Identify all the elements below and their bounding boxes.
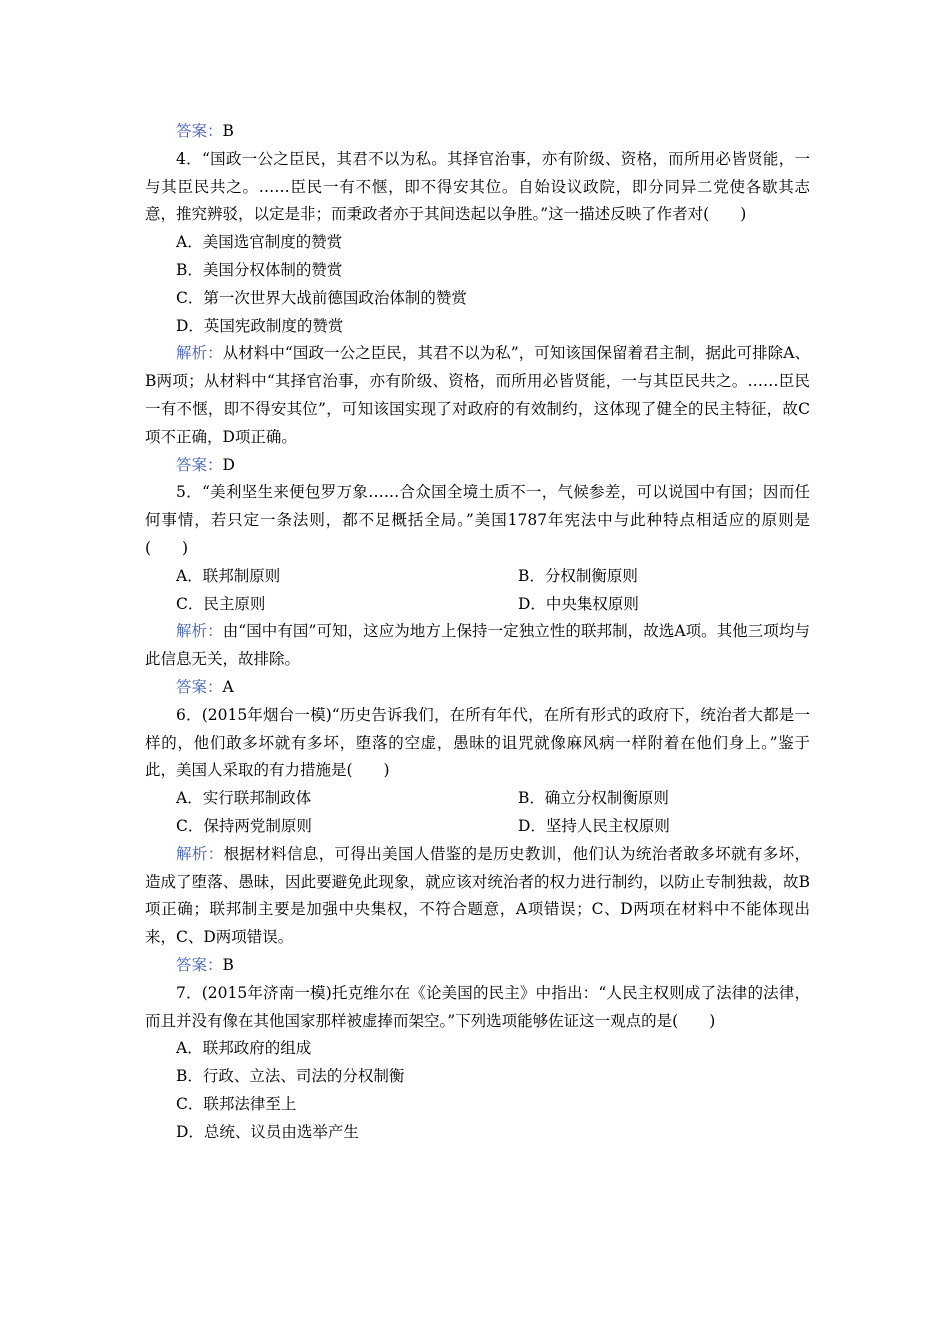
q4-option-c: C．第一次世界大战前德国政治体制的赞赏 — [176, 288, 467, 307]
answer-value: B — [222, 955, 234, 974]
q5-option-a: A．联邦制原则 — [176, 566, 281, 585]
analysis-text: 由“国中有国”可知，这应为地方上保持一定独立性的联邦制，故选A项。其他三项均与此信息无关，故排除。 — [145, 622, 810, 669]
q6-option-a: A．实行联邦制政体 — [176, 789, 312, 808]
q5-options-row-1 — [145, 563, 810, 591]
q4-option-a: A．美国选官制度的赞赏 — [176, 233, 343, 252]
q6-analysis — [145, 841, 810, 952]
answer-value: D — [222, 455, 235, 474]
q5-options-row-2 — [145, 591, 810, 619]
q6-answer — [145, 952, 810, 980]
q7-option-b: B．行政、立法、司法的分权制衡 — [176, 1067, 405, 1086]
q6-options-row-1 — [145, 785, 810, 813]
q6-options-row-2 — [145, 813, 810, 841]
q7-option-a: A．联邦政府的组成 — [176, 1039, 312, 1058]
answer-value: B — [222, 122, 234, 140]
analysis-text: 根据材料信息，可得出美国人借鉴的是历史教训，他们认为统治者敢多坏就有多坏，造成了堕落、愚昧，因此要避免此现象，就应该对统治者的权力进行制约，以防止专制独裁，故B项正确；联邦制主要是加强中央集权，不符合题意，A项错误；C、D两项在材料中不能体现出来，C、D两项错误。 — [145, 844, 810, 947]
q5-analysis — [145, 618, 810, 674]
q5-option-c: C．民主原则 — [176, 594, 266, 613]
analysis-label: 解析： — [176, 622, 223, 641]
q4-option-b: B．美国分权体制的赞赏 — [176, 260, 343, 279]
q7-option-d: D．总统、议员由选举产生 — [176, 1122, 359, 1141]
q5-option-d: D．中央集权原则 — [518, 594, 639, 613]
q4-answer — [145, 452, 810, 480]
q7-option-c: C．联邦法律至上 — [176, 1094, 297, 1113]
answer-value: A — [222, 677, 234, 696]
question-6-stem: 6．(2015年烟台一模)“历史告诉我们，在所有年代，在所有形式的政府下，统治者大都是一样的，他们敢多坏就有多坏，堕落的空虚，愚昧的诅咒就像麻风病一样附着在他们身上。”鉴于此，美国人采取的有力措施是( ) — [145, 705, 810, 780]
q4-option-d: D．英国宪政制度的赞赏 — [176, 316, 344, 335]
answer-q3 — [145, 118, 810, 146]
answer-label: 答案： — [176, 955, 223, 974]
q6-option-d: D．坚持人民主权原则 — [518, 816, 670, 835]
answer-label: 答案： — [176, 122, 223, 140]
answer-label: 答案： — [176, 455, 223, 474]
analysis-label: 解析： — [176, 344, 223, 363]
analysis-label: 解析： — [176, 844, 224, 863]
document-page — [145, 118, 810, 1146]
q5-option-b: B．分权制衡原则 — [518, 566, 638, 585]
analysis-text: 从材料中“国政一公之臣民，其君不以为私”，可知该国保留着君主制，据此可排除A、B两项；从材料中“其择官治事，亦有阶级、资格，而所用必皆贤能，一与其臣民共之。……臣民一有不惬，即不得安其位”，可知该国实现了对政府的有效制约，这体现了健全的民主特征，故C项不正确，D项正确。 — [145, 344, 810, 446]
question-4-stem: 4．“国政一公之臣民，其君不以为私。其择官治事，亦有阶级、资格，而所用必皆贤能，一与其臣民共之。……臣民一有不惬，即不得安其位。自始设议政院，即分同异二党使各歇其志意，推究辨驳，以定是非；而秉政者亦于其间迭起以争胜。”这一描述反映了作者对( ) — [145, 149, 810, 224]
q6-option-c: C．保持两党制原则 — [176, 816, 312, 835]
question-7-stem: 7．(2015年济南一模)托克维尔在《论美国的民主》中指出：“人民主权则成了法律的法律，而且并没有像在其他国家那样被虚捧而架空。”下列选项能够佐证这一观点的是( ) — [145, 983, 810, 1030]
question-5-stem: 5．“美利坚生来便包罗万象……合众国全境土质不一，气候参差，可以说国中有国；因而任何事情，若只定一条法则，都不足概括全局。”美国1787年宪法中与此种特点相适应的原则是( ) — [145, 483, 810, 557]
q5-answer — [145, 674, 810, 702]
q6-option-b: B．确立分权制衡原则 — [518, 789, 669, 808]
answer-label: 答案： — [176, 677, 223, 696]
q4-analysis — [145, 340, 810, 451]
